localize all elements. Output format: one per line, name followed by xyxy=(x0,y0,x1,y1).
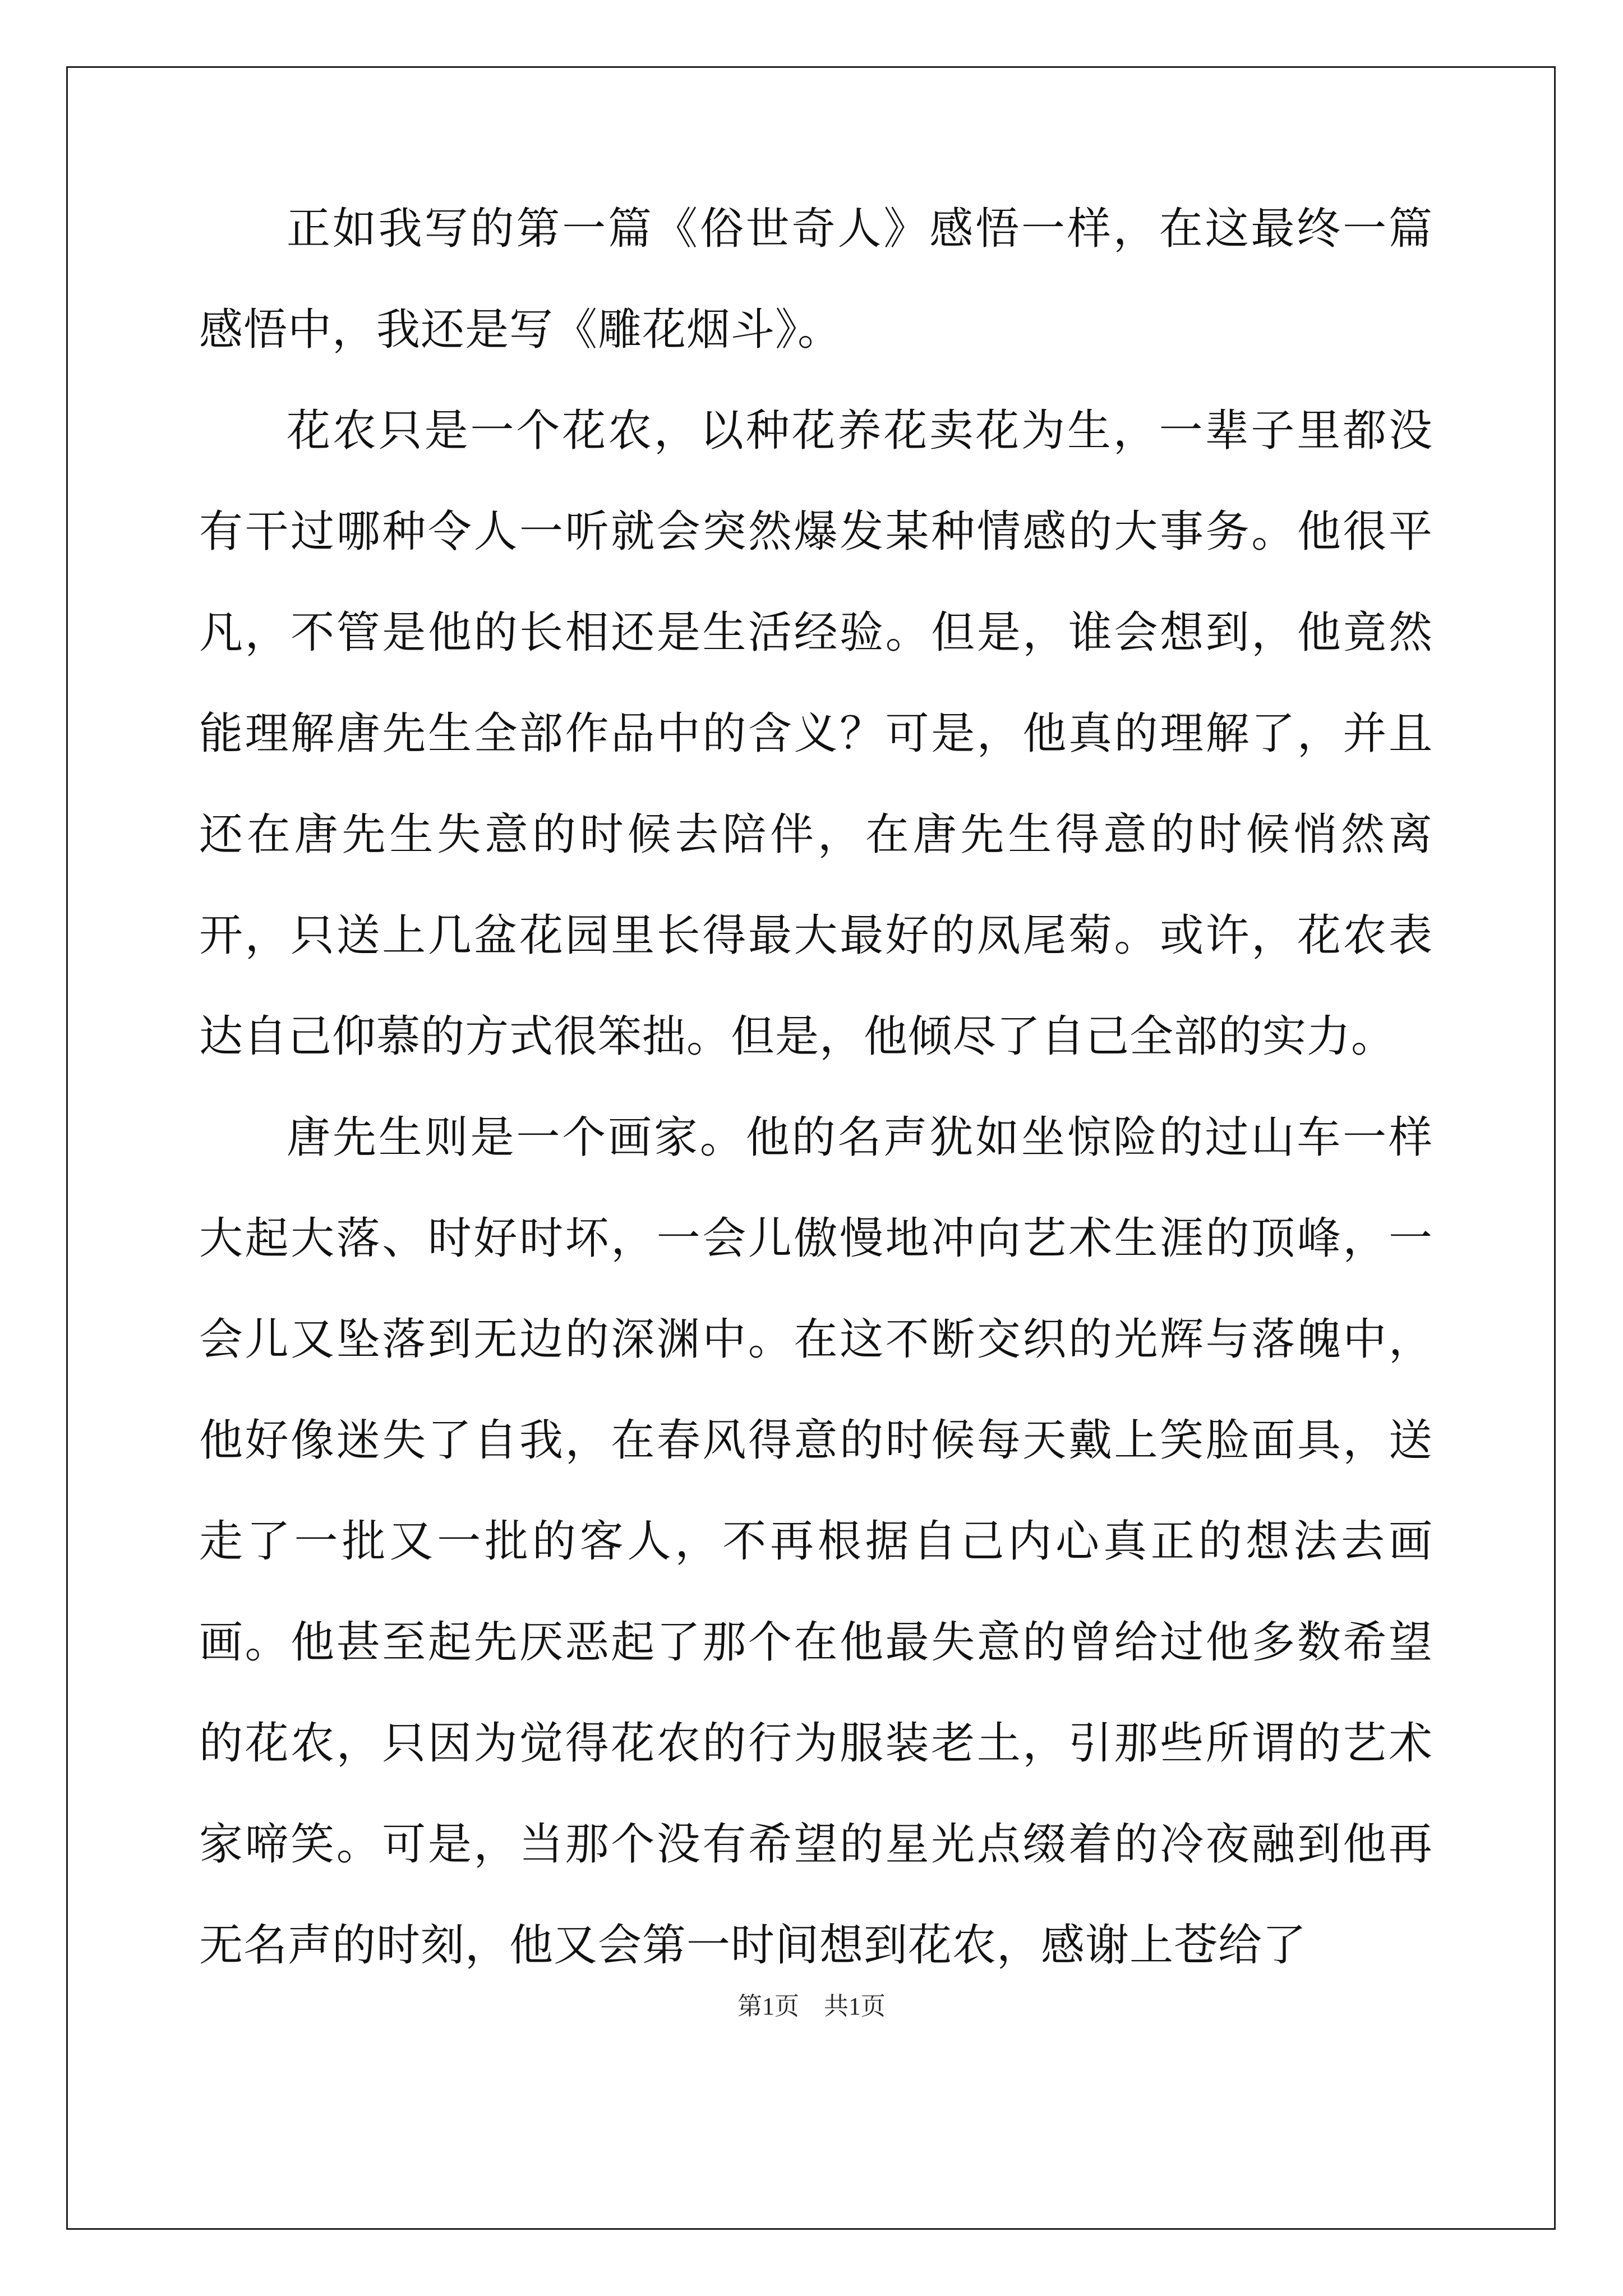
page-number-footer: 第1页 共1页 xyxy=(737,1993,886,2020)
paragraph: 花农只是一个花农，以种花养花卖花为生，一辈子里都没有干过哪种令人一听就会突然爆发某种情感的大事务。他很平凡，不管是他的长相还是生活经验。但是，谁会想到，他竟然能理解唐先生全部作品中的含义？可是，他真的理解了，并且还在唐先生失意的时候去陪伴，在唐先生得意的时候悄然离开，只送上几盆花园里长得最大最好的凤尾菊。或许，花农表达自己仰慕的方式很笨拙。但是，他倾尽了自己全部的实力。 xyxy=(199,406,1433,1062)
paragraph: 唐先生则是一个画家。他的名声犹如坐惊险的过山车一样大起大落、时好时坏，一会儿傲慢地冲向艺术生涯的顶峰，一会儿又坠落到无边的深渊中。在这不断交织的光辉与落魄中，他好像迷失了自我，在春风得意的时候每天戴上笑脸面具，送走了一批又一批的客人，不再根据自己内心真正的想法去画画。他甚至起先厌恶起了那个在他最失意的曾给过他多数希望的花农，只因为觉得花农的行为服装老土，引那些所谓的艺术家啼笑。可是，当那个没有希望的星光点缀着的冷夜融到他再无名声的时刻，他又会第一时间想到花农，感谢上苍给了 xyxy=(199,1112,1433,1971)
document-body xyxy=(199,178,1433,1996)
paragraph: 正如我写的第一篇《俗世奇人》感悟一样，在这最终一篇感悟中，我还是写《雕花烟斗》。 xyxy=(199,204,1433,355)
